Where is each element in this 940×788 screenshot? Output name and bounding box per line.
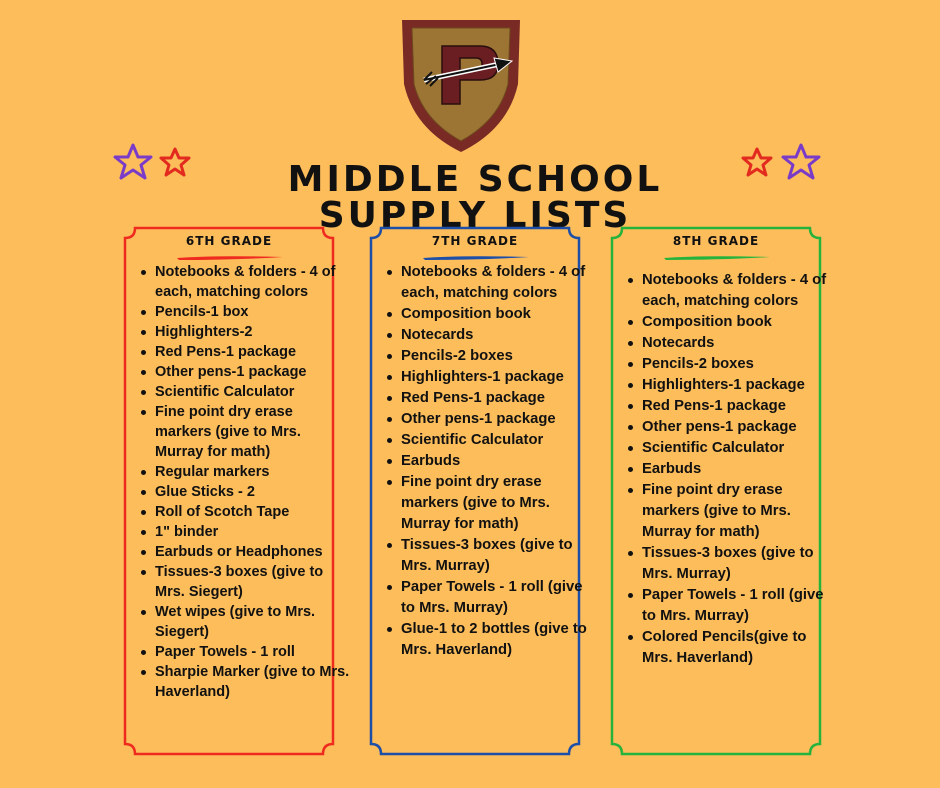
list-item: Other pens-1 package [155, 362, 351, 382]
list-item: Tissues-3 boxes (give to Mrs. Murray) [642, 543, 838, 585]
list-item: Paper Towels - 1 roll (give to Mrs. Murray) [642, 585, 838, 627]
seventh-grade-list [383, 262, 597, 661]
list-item: Notebooks & folders - 4 of each, matching colors [642, 270, 838, 312]
red-brush-underline [175, 254, 285, 262]
list-item: Red Pens-1 package [401, 388, 597, 409]
school-logo-shield-icon [398, 14, 524, 154]
list-item: Glue-1 to 2 bottles (give to Mrs. Haverland) [401, 619, 597, 661]
list-item: Tissues-3 boxes (give to Mrs. Murray) [401, 535, 597, 577]
list-item: Earbuds or Headphones [155, 542, 351, 562]
list-item: Notecards [642, 333, 838, 354]
list-item: Notebooks & folders - 4 of each, matching colors [155, 262, 351, 302]
list-item: Pencils-2 boxes [642, 354, 838, 375]
list-item: Other pens-1 package [642, 417, 838, 438]
list-item: Wet wipes (give to Mrs. Siegert) [155, 602, 351, 642]
list-item: Highlighters-1 package [401, 367, 597, 388]
list-item: Fine point dry erase markers (give to Mrs. Murray for math) [642, 480, 838, 543]
eighth-grade-card [610, 226, 827, 756]
list-item: Notebooks & folders - 4 of each, matching colors [401, 262, 597, 304]
eighth-grade-heading: 8TH GRADE [672, 234, 760, 248]
page-title: MIDDLE SCHOOL SUPPLY LISTS [287, 159, 663, 236]
list-item: Roll of Scotch Tape [155, 502, 351, 522]
list-item: Earbuds [401, 451, 597, 472]
list-item: Fine point dry erase markers (give to Mrs. Murray for math) [401, 472, 597, 535]
list-item: Fine point dry erase markers (give to Mrs. Murray for math) [155, 402, 351, 462]
list-item: Glue Sticks - 2 [155, 482, 351, 502]
list-item: Paper Towels - 1 roll (give to Mrs. Murray) [401, 577, 597, 619]
list-item: Colored Pencils(give to Mrs. Haverland) [642, 627, 838, 669]
list-item: Sharpie Marker (give to Mrs. Haverland) [155, 664, 350, 700]
list-item: Highlighters-1 package [642, 375, 838, 396]
eighth-grade-list [624, 270, 838, 669]
list-item: Scientific Calculator [401, 430, 597, 451]
list-item: Pencils-1 box [155, 302, 351, 322]
red-star-icon [158, 146, 192, 178]
green-brush-underline [662, 254, 772, 262]
list-item: 1" binder [155, 522, 351, 542]
list-item: Composition book [642, 312, 838, 333]
title-row [0, 140, 940, 236]
sixth-grade-heading: 6TH GRADE [185, 234, 273, 248]
list-item: Red Pens-1 package [642, 396, 838, 417]
blue-brush-underline [421, 254, 531, 262]
list-item: Scientific Calculator [642, 438, 838, 459]
list-item: Highlighters-2 [155, 322, 351, 342]
purple-star-icon [112, 142, 154, 182]
list-item: Notecards [401, 325, 597, 346]
seventh-grade-heading: 7TH GRADE [431, 234, 519, 248]
list-item: Regular markers [155, 462, 351, 482]
list-item: Earbuds [642, 459, 838, 480]
list-item: Paper Towels - 1 roll [155, 642, 351, 662]
list-item: Scientific Calculator [155, 382, 351, 402]
sixth-grade-list [137, 262, 351, 702]
sixth-grade-card [123, 226, 350, 756]
list-item: Red Pens-1 package [155, 342, 351, 362]
list-item: Tissues-3 boxes (give to Mrs. Siegert) [155, 562, 351, 602]
list-item: Other pens-1 package [401, 409, 597, 430]
list-item: Pencils-2 boxes [401, 346, 597, 367]
seventh-grade-card [369, 226, 587, 756]
red-star-icon [740, 146, 774, 178]
purple-star-icon [780, 142, 822, 182]
list-item: Composition book [401, 304, 597, 325]
